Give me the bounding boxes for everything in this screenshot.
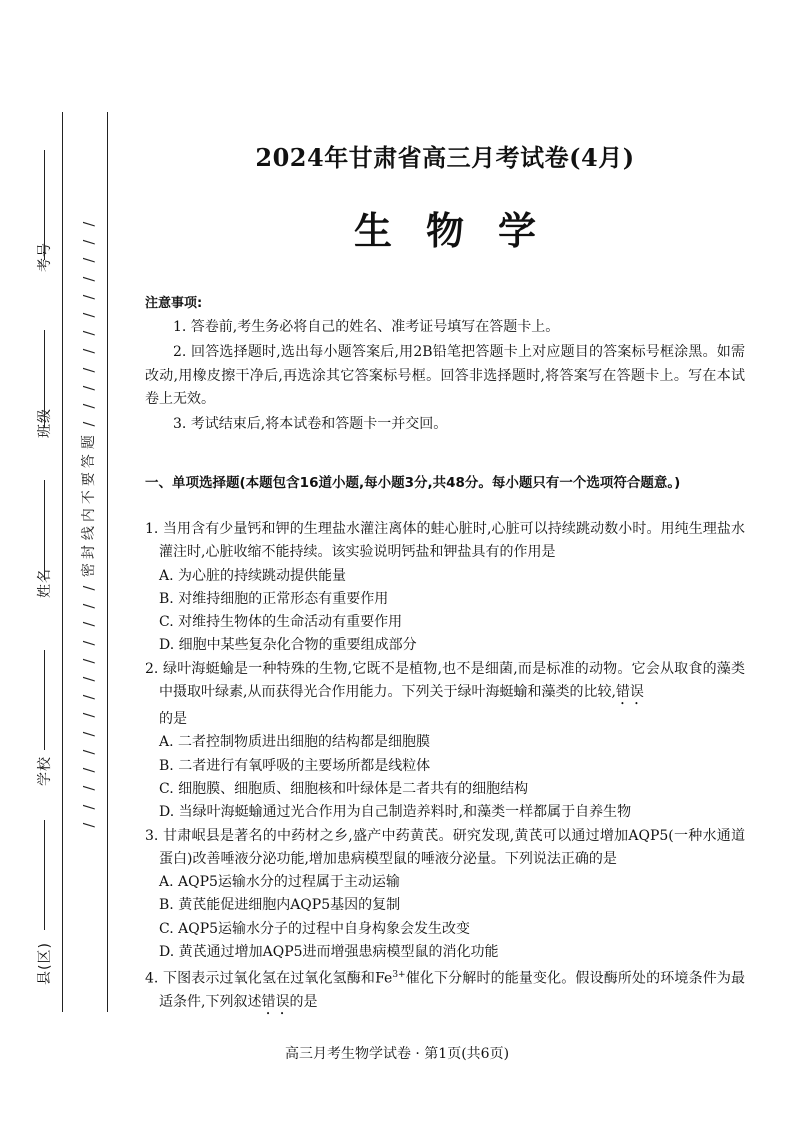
seal-char: 内 (80, 508, 97, 523)
seal-slash: / (80, 731, 97, 737)
emphasis-word: 错误 (615, 684, 644, 701)
option-c: C. 细胞膜、细胞质、细胞核和叶绿体是二者共有的细胞结构 (159, 780, 529, 797)
option-c: C. AQP5运输水分子的过程中自身构象会发生改变 (159, 920, 471, 937)
seal-slash: / (80, 239, 97, 245)
seal-char: 要 (80, 471, 97, 486)
option-d: D. 当绿叶海蜓蝓通过光合作用为自己制造养料时,和藻类一样都属于自养生物 (159, 804, 632, 821)
field-name-label: 姓名 (37, 568, 53, 598)
notes-heading: 注意事项: (145, 296, 203, 311)
seal-slash: / (80, 604, 97, 609)
field-school-blank[interactable] (44, 650, 45, 750)
note-item: 2. 回答选择题时,选出每小题答案后,用2B铅笔把答题卡上对应题目的答案标号框涂黑。如需改动,用橡皮擦干净后,再选涂其它答案标号框。回答非选择题时,将答案写在答题卡上。写在本试卷上无效。 (145, 344, 745, 407)
seal-slash: / (80, 749, 97, 755)
seal-slash: / (80, 330, 97, 336)
question-list (145, 518, 745, 1018)
question-3 (145, 825, 745, 965)
seal-char: 线 (80, 526, 97, 541)
option-d: D. 黄芪通过增加AQP5进而增强患病模型鼠的消化功能 (159, 944, 499, 961)
seal-slash: / (80, 786, 97, 791)
binding-line-inner (107, 112, 108, 1012)
seal-slash: / (80, 767, 97, 773)
seal-slash: / (80, 421, 97, 427)
field-class-blank[interactable] (44, 330, 45, 428)
question-1 (145, 518, 745, 658)
seal-slash: / (80, 294, 97, 300)
question-stem: 3. 甘肃岷县是著名的中药材之乡,盛产中药黄芪。研究发现,黄芪可以通过增加AQP5(一种水通道蛋白)改善唾液分泌功能,增加患病模型鼠的唾液分泌量。下列说法正确的是 (145, 827, 745, 867)
seal-slash: / (80, 276, 97, 282)
seal-slash: / (80, 349, 97, 354)
option-d: D. 细胞中某些复杂化合物的重要组成部分 (159, 637, 417, 654)
emphasis-word: 错误 (261, 994, 290, 1011)
seal-slash: / (80, 713, 97, 718)
question-4 (145, 964, 745, 1018)
field-county-blank[interactable] (44, 820, 45, 930)
seal-slash: / (80, 622, 97, 627)
question-stem-tail: 的是 (159, 711, 187, 728)
binding-strip (0, 0, 112, 1122)
field-name-blank[interactable] (44, 480, 45, 580)
superscript-charge: 3+ (392, 970, 406, 981)
option-b: B. 黄芪能促进细胞内AQP5基因的复制 (159, 897, 401, 914)
seal-line-text (78, 215, 100, 915)
seal-slash: / (80, 258, 97, 263)
option-a: A. AQP5运输水分的过程属于主动运输 (159, 874, 400, 891)
field-exam-number-blank[interactable] (44, 150, 45, 260)
note-item: 1. 答卷前,考生务必将自己的姓名、准考证号填写在答题卡上。 (173, 319, 560, 335)
question-stem: 1. 当用含有少量钙和钾的生理盐水灌注离体的蛙心脏时,心脏可以持续跳动数小时。用纯生理盐水灌注时,心脏收缩不能持续。该实验说明钙盐和钾盐具有的作用是 (145, 521, 745, 561)
question-stem-tail: 的是 (289, 994, 318, 1011)
seal-slash: / (80, 403, 97, 409)
question-stem-text-2: 催化下分解时的能量变化。假设酶所处的环境条件为最适条件,下列叙述 (159, 971, 745, 1011)
seal-slash: / (80, 822, 97, 828)
question-stem (145, 658, 745, 732)
option-c: C. 对维持生物体的生命活动有重要作用 (159, 614, 403, 631)
option-b: B. 二者进行有氧呼吸的主要场所都是线粒体 (159, 757, 431, 774)
seal-slash: / (80, 385, 97, 391)
field-exam-number-label: 考号 (37, 242, 53, 272)
seal-slash: / (80, 676, 97, 682)
exam-subject: 生物学 (353, 208, 570, 253)
seal-char: 答 (80, 453, 97, 468)
question-2 (145, 658, 745, 825)
seal-char: 密 (80, 562, 97, 577)
seal-char: 题 (80, 435, 97, 450)
seal-char: 封 (80, 544, 97, 559)
option-a: A. 二者控制物质进出细胞的结构都是细胞膜 (159, 734, 431, 751)
seal-slash: / (80, 367, 97, 373)
note-item: 3. 考试结束后,将本试卷和答题卡一并交回。 (173, 416, 448, 433)
seal-slash: / (80, 312, 97, 318)
option-b: B. 对维持细胞的正常形态有重要作用 (159, 590, 389, 607)
binding-line-outer (62, 112, 63, 1012)
seal-slash: / (80, 221, 97, 227)
field-county-label: 县(区) (37, 942, 53, 985)
seal-char: 不 (80, 490, 97, 505)
question-stem-text: 2. 绿叶海蜓蝓是一种特殊的生物,它既不是植物,也不是细菌,而是标准的动物。它会从取食的藻类中摄取叶绿素,从而获得光合作用能力。下列关于绿叶海蜓蝓和藻类的比较, (145, 660, 745, 701)
option-a: A. 为心脏的持续跳动提供能量 (159, 567, 347, 584)
seal-slash: / (80, 585, 97, 591)
seal-slash: / (80, 640, 97, 646)
seal-slash: / (80, 658, 97, 664)
field-school-label: 学校 (37, 756, 53, 786)
notes-list (145, 316, 745, 438)
seal-slash: / (80, 804, 97, 809)
question-stem-text: 4. 下图表示过氧化氢在过氧化氢酶和Fe (145, 971, 393, 987)
exam-title: 2024年甘肃省高三月考试卷(4月) (255, 143, 635, 172)
seal-slash: / (80, 695, 97, 700)
page-footer: 高三月考生物学试卷 · 第1页(共6页) (284, 1046, 510, 1062)
field-class-label: 班级 (37, 408, 53, 438)
question-stem (145, 964, 745, 1018)
section-heading: 一、单项选择题(本题包含16道小题,每小题3分,共48分。每小题只有一个选项符合题意。) (145, 475, 681, 491)
